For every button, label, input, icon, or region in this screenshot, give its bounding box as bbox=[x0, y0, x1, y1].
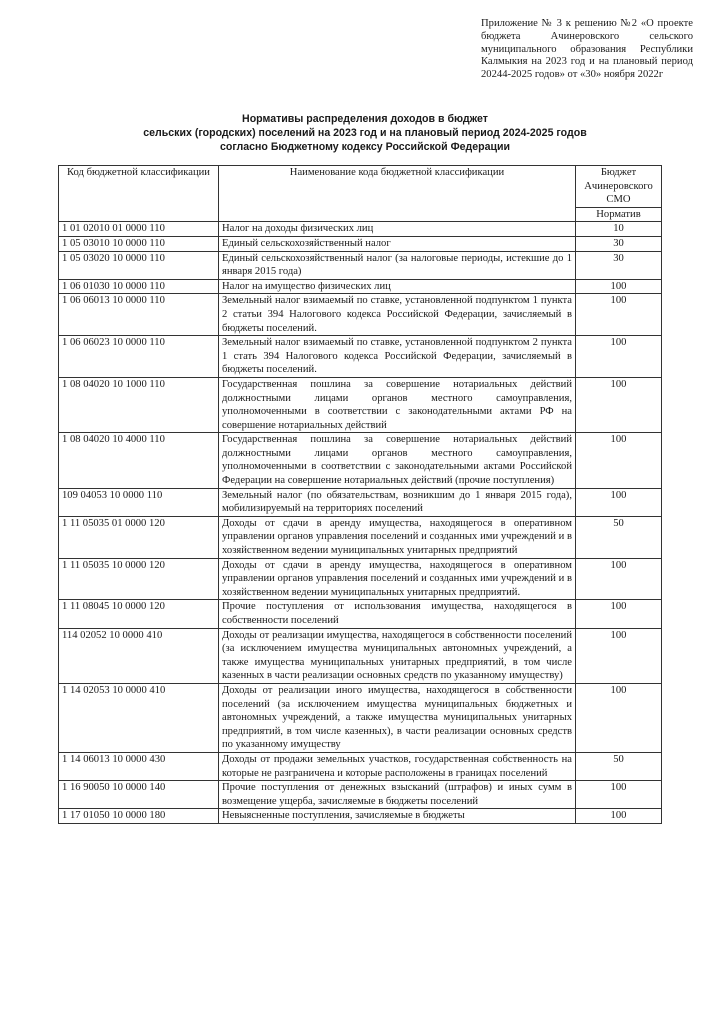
norm-cell: 100 bbox=[576, 488, 662, 516]
norm-cell: 30 bbox=[576, 236, 662, 251]
table-header-row bbox=[59, 166, 662, 208]
name-cell: Государственная пошлина за совершение нотариальных действий должностными лицами органов местного самоуправления, уполномоченными в соответствии с законодательными актами РФ на совершение нотариальных действий bbox=[219, 377, 576, 432]
table-row bbox=[59, 781, 662, 809]
norm-cell: 100 bbox=[576, 558, 662, 600]
name-cell: Прочие поступления от денежных взысканий (штрафов) и иных сумм в возмещение ущерба, зачисляемые в бюджеты поселений bbox=[219, 781, 576, 809]
norm-cell: 100 bbox=[576, 433, 662, 488]
name-cell: Единый сельскохозяйственный налог (за налоговые периоды, истекшие до 1 января 2015 года) bbox=[219, 251, 576, 279]
code-cell: 1 05 03010 10 0000 110 bbox=[59, 236, 219, 251]
title-line-2: сельских (городских) поселений на 2023 год и на плановый период 2024-2025 годов bbox=[143, 127, 587, 139]
norm-cell: 50 bbox=[576, 516, 662, 558]
table-row bbox=[59, 251, 662, 279]
norm-cell: 100 bbox=[576, 683, 662, 752]
name-cell: Единый сельскохозяйственный налог bbox=[219, 236, 576, 251]
code-cell: 1 14 02053 10 0000 410 bbox=[59, 683, 219, 752]
code-cell: 1 06 01030 10 0000 110 bbox=[59, 279, 219, 294]
header-norm: Норматив bbox=[576, 207, 662, 222]
code-cell: 109 04053 10 0000 110 bbox=[59, 488, 219, 516]
norm-cell: 100 bbox=[576, 294, 662, 336]
table-row bbox=[59, 752, 662, 780]
name-cell: Доходы от реализации иного имущества, находящегося в собственности поселений (за исключением имущества муниципальных бюджетных и автономных учреждений, а также имущества муниципальных унитарных предприятий, в том числе казенных), в части реализации основных средств по указанному имуществу bbox=[219, 683, 576, 752]
header-code: Код бюджетной классификации bbox=[59, 166, 219, 222]
name-cell: Земельный налог взимаемый по ставке, установленной подпунктом 1 пункта 2 статьи 394 Налогового кодекса Российской Федерации, зачисляемый в бюджеты поселений. bbox=[219, 294, 576, 336]
code-cell: 1 16 90050 10 0000 140 bbox=[59, 781, 219, 809]
norm-cell: 50 bbox=[576, 752, 662, 780]
revenue-norms-table bbox=[58, 165, 662, 824]
code-cell: 1 06 06023 10 0000 110 bbox=[59, 336, 219, 378]
header-name: Наименование кода бюджетной классификации bbox=[219, 166, 576, 222]
table-row bbox=[59, 516, 662, 558]
name-cell: Доходы от сдачи в аренду имущества, находящегося в оперативном управлении органов управления поселений и созданных ими учреждений и в хозяйственном ведении муниципальных унитарных предприятий. bbox=[219, 558, 576, 600]
code-cell: 1 14 06013 10 0000 430 bbox=[59, 752, 219, 780]
code-cell: 1 05 03020 10 0000 110 bbox=[59, 251, 219, 279]
table-row bbox=[59, 809, 662, 824]
code-cell: 1 01 02010 01 0000 110 bbox=[59, 222, 219, 237]
table-row bbox=[59, 236, 662, 251]
norm-cell: 100 bbox=[576, 781, 662, 809]
code-cell: 1 08 04020 10 1000 110 bbox=[59, 377, 219, 432]
table-row bbox=[59, 222, 662, 237]
table-row bbox=[59, 488, 662, 516]
page-title bbox=[130, 112, 600, 154]
table-row bbox=[59, 558, 662, 600]
code-cell: 1 11 05035 01 0000 120 bbox=[59, 516, 219, 558]
table-row bbox=[59, 377, 662, 432]
header-budget: Бюджет Ачинеровского СМО bbox=[576, 166, 662, 208]
title-line-3: согласно Бюджетному кодексу Российской Федерации bbox=[219, 141, 511, 153]
name-cell: Доходы от реализации имущества, находящегося в собственности поселений (за исключением имущества муниципальных автономных учреждений, а также имущества муниципальных унитарных предприятий, в том числе казенных в части реализации основных средств по указанному имуществу) bbox=[219, 628, 576, 683]
norm-cell: 100 bbox=[576, 809, 662, 824]
code-cell: 1 17 01050 10 0000 180 bbox=[59, 809, 219, 824]
name-cell: Земельный налог (по обязательствам, возникшим до 1 января 2015 года), мобилизируемый на территориях поселений bbox=[219, 488, 576, 516]
code-cell: 1 11 08045 10 0000 120 bbox=[59, 600, 219, 628]
table-row bbox=[59, 433, 662, 488]
table-row bbox=[59, 628, 662, 683]
name-cell: Прочие поступления от использования имущества, находящегося в собственности поселений bbox=[219, 600, 576, 628]
name-cell: Доходы от продажи земельных участков, государственная собственность на которые не разграничена и которые расположены в границах поселений bbox=[219, 752, 576, 780]
name-cell: Налог на доходы физических лиц bbox=[219, 222, 576, 237]
table-row bbox=[59, 279, 662, 294]
norm-cell: 30 bbox=[576, 251, 662, 279]
table-row bbox=[59, 294, 662, 336]
title-line-1: Нормативы распределения доходов в бюджет bbox=[242, 113, 488, 125]
table-row bbox=[59, 683, 662, 752]
norm-cell: 100 bbox=[576, 377, 662, 432]
table-row bbox=[59, 600, 662, 628]
name-cell: Доходы от сдачи в аренду имущества, находящегося в оперативном управлении органов управления поселений и созданных ими учреждений и в хозяйственном ведении муниципальных унитарных предприятий bbox=[219, 516, 576, 558]
name-cell: Налог на имущество физических лиц bbox=[219, 279, 576, 294]
norm-cell: 100 bbox=[576, 336, 662, 378]
name-cell: Невыясненные поступления, зачисляемые в бюджеты bbox=[219, 809, 576, 824]
norm-cell: 100 bbox=[576, 628, 662, 683]
annex-note: Приложение № 3 к решению №2 «О проекте бюджета Ачинеровского сельского муниципального образования Республики Калмыкия на 2023 год и на плановый период 20244-2025 годов» от «30» ноября 2022г bbox=[481, 18, 693, 81]
code-cell: 114 02052 10 0000 410 bbox=[59, 628, 219, 683]
name-cell: Земельный налог взимаемый по ставке, установленной подпунктом 2 пункта 1 стать 394 Налогового кодекса Российской Федерации, зачисляемый в бюджеты поселений. bbox=[219, 336, 576, 378]
code-cell: 1 11 05035 10 0000 120 bbox=[59, 558, 219, 600]
code-cell: 1 06 06013 10 0000 110 bbox=[59, 294, 219, 336]
table-row bbox=[59, 336, 662, 378]
norm-cell: 100 bbox=[576, 600, 662, 628]
norm-cell: 100 bbox=[576, 279, 662, 294]
name-cell: Государственная пошлина за совершение нотариальных действий должностными лицами органов местного самоуправления, уполномоченными в соответствии с законодательными актами Российской Федерации на совершение нотариальных действий (прочие поступления) bbox=[219, 433, 576, 488]
norm-cell: 10 bbox=[576, 222, 662, 237]
code-cell: 1 08 04020 10 4000 110 bbox=[59, 433, 219, 488]
